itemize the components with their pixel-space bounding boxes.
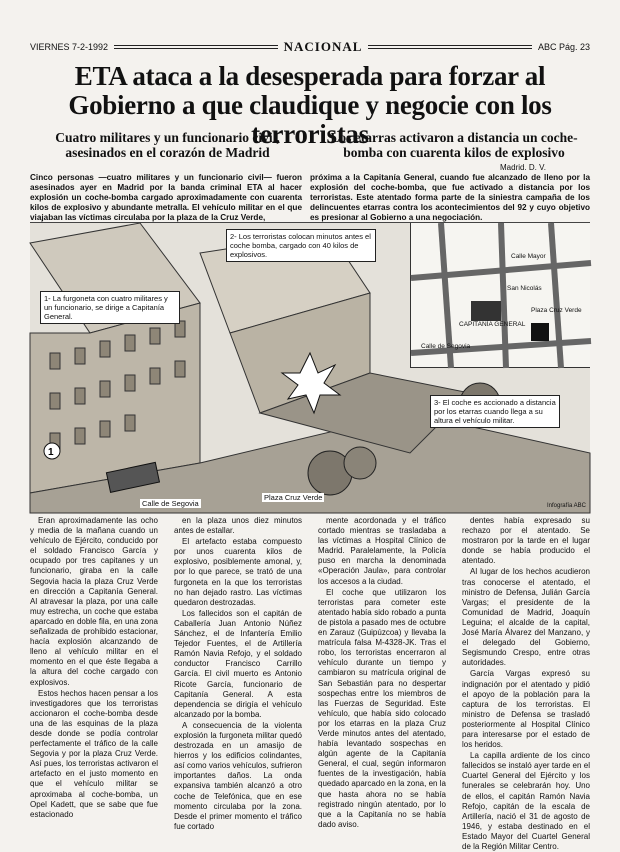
masthead-rule-right (368, 45, 532, 49)
paragraph: El coche que utilizaron los terroristas para cometer este atentado había sido robado a punta de pistola a pasado mes de octubre en Zarauz (Guipúzcoa) y llevaba la matrícula falsa M-4328-JK. Tras el robo, los terroristas encerraron al vehículo durante un tiempo y cambiaron su matrícula original de San Sebastián para no despertar sospechas entre los miembros de las Fuerzas de Seguridad. Este vehículo, que había sido colocado por los etarras en la plaza Cruz Verde minutos antes del atentado, había levantado sospechas en algún agente de la Capitanía General, el cual, según informaron fuentes de la investigación, había quedado aparcado en la zona, en la que hasta ahora no se había registrado ningún atentado, por lo que a la Capitanía no se había dado aviso. (318, 587, 446, 829)
label-plaza-cruz-verde: Plaza Cruz Verde (264, 493, 323, 502)
issue-date: VIERNES 7-2-1992 (30, 42, 109, 52)
paragraph: mente acordonada y el tráfico cortado mientras se trasladaba a las víctimas a Hospital Clínico de Madrid. Paralelamente, la Policía puso en marcha la denominada «Operación Jaula», para controlar los accesos a la ciudad. (318, 516, 446, 586)
paragraph: Al lugar de los hechos acudieron tras conocerse el atentado, el ministro de Defensa, Julián García Vargas; el presidente de la Comunidad de Madrid, Joaquín Leguina; el alcalde de la capital, José María Álvarez del Manzano, y el delegado del Gobierno, Segismundo Crespo, entre otras autoridades. (462, 567, 590, 668)
byline: Madrid. D. V. (500, 163, 546, 172)
body-column-3 (318, 516, 446, 828)
svg-text:1: 1 (48, 447, 54, 458)
map-label-mayor: Calle Mayor (511, 253, 546, 260)
paragraph: A consecuencia de la violenta explosión la furgoneta militar quedó destrozada en un amasijo de hierros y los edificios colindantes, así como varios vehículos, sufrieron importantes daños. La onda expansiva también alcanzó a otro coche de Telefónica, que en ese momento circulaba por la zona. Desde el primer momento el tráfico fue cortado (174, 720, 302, 831)
section-title: NACIONAL (283, 39, 363, 54)
body-column-2 (174, 516, 302, 831)
subhead-left: Cuatro militares y un funcionario civil, asesinados en el corazón de Madrid (55, 130, 280, 160)
body-column-4 (462, 516, 590, 851)
paragraph: Estos hechos hacen pensar a los investigadores que los terroristas accionaron el coche-bomba desde una de las esquinas de la plaza desde donde se podía controlar perfectamente el tráfico de la calle Segovia y por la plaza Cruz Verde. Así pues, los terroristas activaron el artefacto en el justo momento en que el vehículo militar se aproximaba al coche-bomba, un Opel Kadett, que se sabe que fue estacionado (30, 688, 158, 819)
paragraph: en la plaza unos diez minutos antes de estallar. (174, 516, 302, 536)
map-label-cruz-verde: Plaza Cruz Verde (531, 307, 582, 314)
body-column-1 (30, 516, 158, 828)
map-label-san-nicolas: San Nicolás (507, 285, 542, 292)
label-calle-segovia: Calle de Segovia (142, 499, 199, 508)
map-label-segovia: Calle de Segovia (421, 343, 471, 350)
paragraph: Los fallecidos son el capitán de Caballería Juan Antonio Núñez Sánchez, el de Infantería Emilio Tejedor Fuentes, el de Artillería Ramón Navia Refojo, y el soldado conductor Francisco Carrillo García. El civil muerto es Antonio Ricote García, funcionario de Capitanía General. A esta dependencia se dirigía el vehículo alcanzado por la bomba. (174, 608, 302, 719)
infographic (30, 222, 590, 512)
graphic-credit: Infografía ABC (546, 503, 586, 509)
locator-map (410, 223, 590, 368)
callout-1: 1- La furgoneta con cuatro militares y un funcionario, se dirige a Capitanía General. (40, 291, 180, 324)
masthead (30, 38, 590, 56)
headline: ETA ataca a la desesperada para forzar al Gobierno a que claudique y negocie con los terroristas (68, 61, 552, 149)
paragraph: El artefacto estaba compuesto por unos cuarenta kilos de explosivo, posiblemente amonal, y, por lo que parece, se trató de una furgoneta en la que los terroristas no han dejado rastro. Las víctimas quedaron destrozadas. (174, 537, 302, 607)
page-number: ABC Pág. 23 (537, 42, 590, 52)
callout-2: 2- Los terroristas colocan minutos antes el coche bomba, cargado con 40 kilos de explosivos. (226, 229, 376, 262)
intro-right: próxima a la Capitanía General, cuando fue alcanzado de lleno por la explosión del coche-bomba, que fue activado a distancia por los terroristas. Este atentado forma parte de la siniestra campaña de los delincuentes etarras contra los acontecimientos del 92 y cuyo objetivo es presionar al Gobierno a una negociación. (310, 173, 590, 222)
paragraph: dentes había expresado su rechazo por el atentado. Se mostraron por la tarde en el lugar donde se había producido el atentado. (462, 516, 590, 566)
subhead-right: Los etarras activaron a distancia un coche-bomba con cuarenta kilos de explosivo (330, 130, 578, 160)
paragraph: García Vargas expresó su indignación por el atentado y pidió el apoyo de la población para la captura de los terroristas. El ministro de Defensa se trasladó posteriormente al Hospital Clínico para interesarse por el estado de los heridos. (462, 669, 590, 750)
map-label-capitania: CAPITANÍA GENERAL (459, 321, 526, 328)
intro-left: Cinco personas —cuatro militares y un funcionario civil— fueron asesinados ayer en Madrid por la banda criminal ETA al hacer explosión un coche-bomba cargado aproximadamente con cuarenta kilos de explosivo y abundante metralla. El vehículo militar en el que viajaban las víctimas circulaba por la plaza de la Cruz Verde, (30, 173, 302, 222)
callout-3: 3- El coche es accionado a distancia por los etarras cuando llega a su altura el vehículo militar. (430, 395, 560, 428)
paragraph: Eran aproximadamente las ocho y media de la mañana cuando un vehículo de Ejército, conducido por el soldado Francisco García y ocupado por tres capitanes y un funcionario, giraba en la calle Segovia hacia la plaza Cruz Verde en dirección a Capitanía General. Al atravesar la plaza, por una calle muy estrecha, un coche que estaba aparcado en doble fila, en una zona señalizada de prohibido estacionar, hacía explosión alcanzando de lleno al vehículo militar en el momento en el que éste llegaba a la altura del coche cargado con explosivos. (30, 516, 158, 687)
paragraph: La capilla ardiente de los cinco fallecidos se instaló ayer tarde en el Cuartel General del Ejército y los funerales se celebrarán hoy. Uno de ellos, el capitán Ramón Navia Refojo, capitán de la escala de Artillería, nació el 31 de agosto de 1946, y estaba destinado en el Estado Mayor del Cuartel General de la Región Militar Centro. (462, 751, 590, 851)
masthead-rule-left (114, 45, 278, 49)
